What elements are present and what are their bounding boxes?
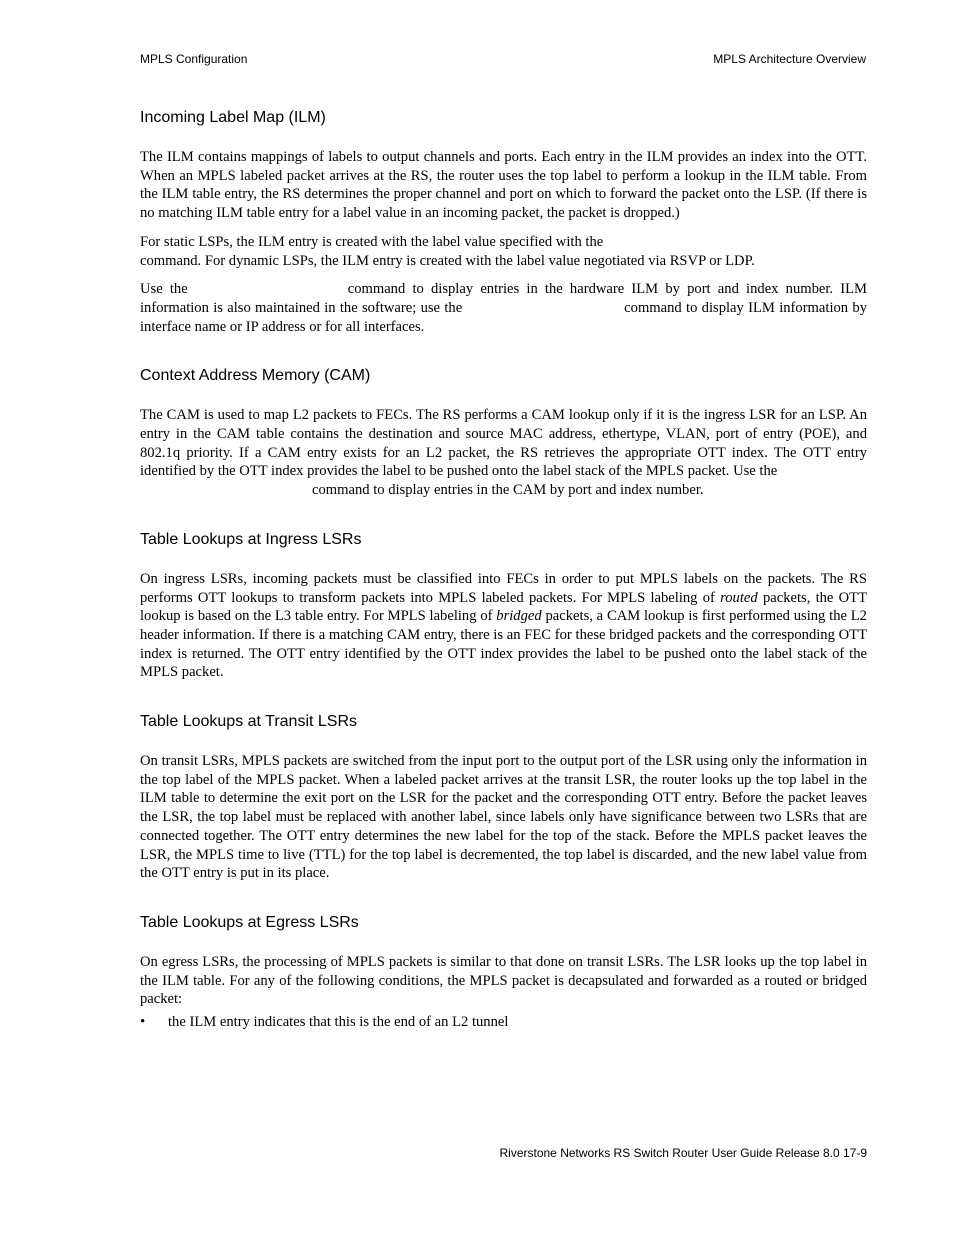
cam-p1-end: command to display entries in the CAM by port and index number. — [312, 482, 704, 499]
ingress-paragraph-1 — [140, 570, 867, 682]
cam-p1-start: The CAM is used to map L2 packets to FECs. The RS performs a CAM lookup only if it is the ingress LSR for an LSP. An entry in the CAM table contains the destination and source MAC address, ethertype, VLAN, port of entry (POE), and 802.1q priority. If a CAM entry exists for an L2 packet, the RS retrieves the appropriate OTT index. The OTT entry identified by the OTT index provides the label to be pushed onto the label stack of the MPLS packet. Use the — [140, 407, 867, 480]
list-item — [140, 1013, 867, 1032]
ingress-p1-b: packets, the OTT lookup is based on the L3 table entry. For MPLS labeling of — [140, 589, 868, 625]
ingress-p1-a: On ingress LSRs, incoming packets must be classified into FECs in order to put MPLS labels on the packets. The RS performs OTT lookups to transform packets into MPLS labeled packets. For MPLS labeling of — [140, 570, 867, 606]
egress-bullet-1-text: the ILM entry indicates that this is the end of an L2 tunnel — [168, 1014, 509, 1031]
egress-paragraph-1: On egress LSRs, the processing of MPLS packets is similar to that done on transit LSRs. The LSR looks up the top label in the ILM table. For any of the following conditions, the MPLS packet is decapsulated and forwarded as a routed or bridged packet: — [140, 953, 867, 1008]
ingress-routed-term: routed — [720, 589, 758, 606]
ilm-paragraph-1: The ILM contains mappings of labels to output channels and ports. Each entry in the ILM provides an index into the OTT. When an MPLS labeled packet arrives at the RS, the router uses the top label to perform a lookup in the ILM table. From the ILM table entry, the RS determines the proper channel and port on which to forward the packet onto the LSP. (If there is no matching ILM table entry for a label value in an incoming packet, the packet is dropped.) — [140, 149, 867, 222]
ilm-paragraph-3 — [140, 280, 867, 336]
ilm-p2-start: For static LSPs, the ILM entry is created with the label value specified with the — [140, 233, 604, 250]
running-header-left: MPLS Configuration — [140, 52, 248, 66]
egress-conditions-list — [140, 1013, 867, 1032]
running-header-right: MPLS Architecture Overview — [713, 52, 866, 66]
running-footer: Riverstone Networks RS Switch Router User Guide Release 8.0 17-9 — [499, 1146, 867, 1160]
ilm-p3-start: Use the — [140, 281, 188, 298]
section-title-transit: Table Lookups at Transit LSRs — [140, 713, 358, 731]
section-title-cam: Context Address Memory (CAM) — [140, 367, 371, 385]
ilm-paragraph-2 — [140, 233, 867, 270]
ilm-p3-end: command to display ILM information by interface name or IP address or for all interfaces. — [140, 299, 867, 335]
cam-paragraph-1 — [140, 406, 867, 500]
bullet-icon: • — [140, 1014, 146, 1031]
ilm-p2-end: command. For dynamic LSPs, the ILM entry is created with the label value negotiated via RSVP or LDP. — [140, 252, 755, 269]
section-title-ilm: Incoming Label Map (ILM) — [140, 109, 326, 126]
section-title-ingress: Table Lookups at Ingress LSRs — [140, 530, 362, 548]
ilm-p3-middle: command to display entries in the hardware ILM by port and index number. ILM information is also maintained in the software; use the — [140, 281, 867, 316]
transit-paragraph-1: On transit LSRs, MPLS packets are switched from the input port to the output port of the LSR using only the information in the top label of the MPLS packet. When a labeled packet arrives at the transit LSR, the router looks up the top label in the ILM table to determine the exit port on the LSR for the packet and the corresponding OTT entry. Before the packet leaves the LSR, the top label must be replaced with another label, since labels only have significance between two LSRs that are connected together. The OTT entry determines the new label for the top of the stack. Before the MPLS packet leaves the LSR, the MPLS time to live (TTL) for the top label is decremented, the top label is discarded, and the new label value from the OTT entry is put in its place. — [140, 753, 867, 882]
section-title-egress: Table Lookups at Egress LSRs — [140, 913, 359, 931]
ingress-bridged-term: bridged — [496, 608, 542, 625]
ingress-p1-c: packets, a CAM lookup is first performed using the L2 header information. If there is a matching CAM entry, there is an FEC for these bridged packets and the corresponding OTT index is returned. The OTT entry identified by the OTT index provides the label to be pushed onto the label stack of the MPLS packet. — [140, 608, 867, 681]
page-content — [140, 108, 867, 1032]
